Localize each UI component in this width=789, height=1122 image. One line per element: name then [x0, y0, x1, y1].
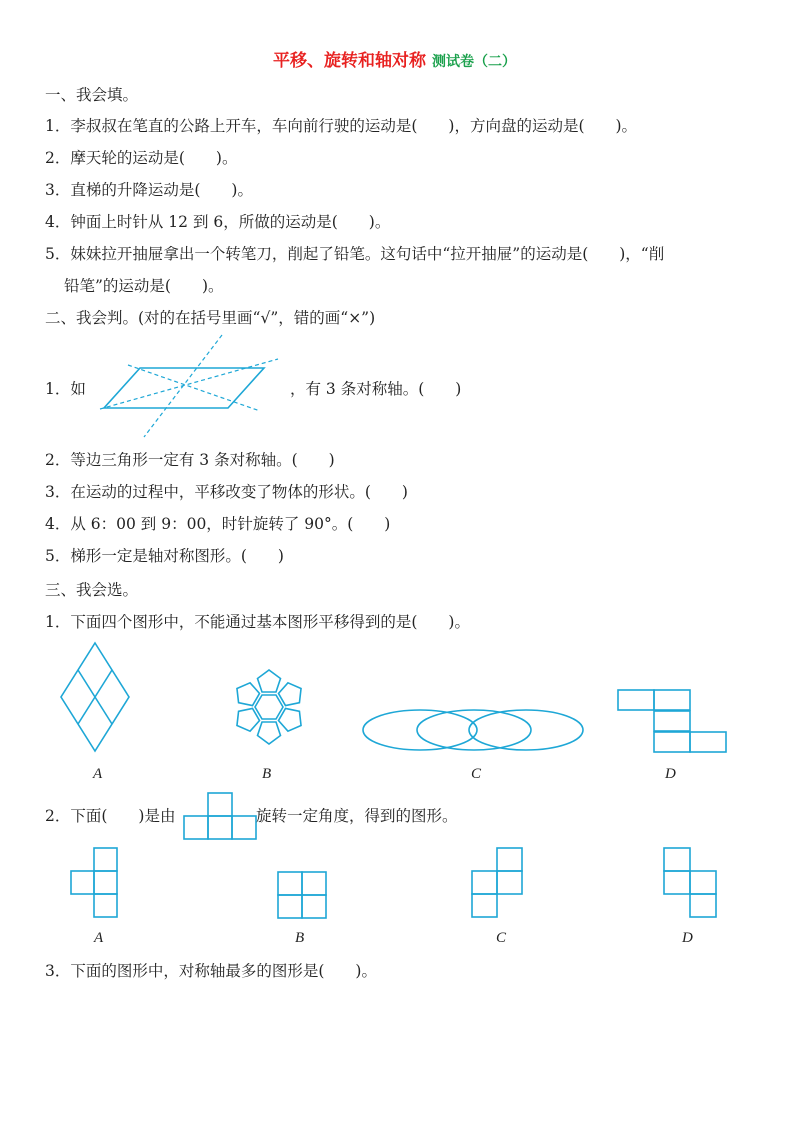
q2-option-d-label: D: [682, 930, 693, 946]
s3-question-2-suffix: 旋转一定角度，得到的图形。: [256, 807, 458, 825]
s2-question-2: 2．等边三角形一定有 3 条对称轴。( ): [45, 451, 335, 469]
q1-option-d-label: D: [665, 766, 676, 782]
s1-question-5-line1: 5．妹妹拉开抽屉拿出一个转笔刀，削起了铅笔。这句话中“拉开抽屉”的运动是( )，“削: [45, 245, 665, 263]
s1-question-2: 2．摩天轮的运动是( )。: [45, 149, 238, 167]
option-c-ellipses-figure: [362, 708, 586, 752]
symmetry-axis-dashed-2: [100, 359, 278, 409]
parallelogram-shape: [104, 368, 264, 408]
s1-question-3: 3．直梯的升降运动是( )。: [45, 181, 253, 199]
page-title: [0, 46, 789, 71]
q2-option-b-figure: [277, 871, 329, 921]
q1-option-b-label: B: [262, 766, 272, 782]
parallelogram-figure: [100, 335, 285, 440]
symmetry-axis-dashed-3: [128, 365, 260, 411]
section1-heading: 一、我会填。: [45, 86, 139, 104]
s3-question-2-prefix: 2．下面( )是由: [45, 807, 176, 825]
q2-option-a-figure: [70, 847, 120, 921]
q2-option-b-label: B: [295, 930, 305, 946]
title-main: 平移、旋转和轴对称: [273, 51, 426, 71]
q1-option-c-label: C: [471, 766, 482, 782]
q2-option-a-label: A: [94, 930, 104, 946]
s2-question-4: 4．从 6：00 到 9：00，时针旋转了 90°。( ): [45, 515, 391, 533]
q1-option-a-label: A: [93, 766, 103, 782]
base-shape-figure: [183, 792, 257, 840]
q2-option-c-figure: [471, 847, 525, 921]
option-b-flower-figure: [227, 660, 311, 754]
option-a-rhombus-figure: [60, 642, 132, 754]
s2-question-3: 3．在运动的过程中，平移改变了物体的形状。( ): [45, 483, 408, 501]
s3-question-3: 3．下面的图形中，对称轴最多的图形是( )。: [45, 962, 377, 980]
s1-question-1: 1．李叔叔在笔直的公路上开车，车向前行驶的运动是( )，方向盘的运动是( )。: [45, 117, 638, 135]
title-sub: 测试卷（二）: [432, 54, 516, 70]
q2-option-d-figure: [663, 847, 719, 921]
s1-question-4: 4．钟面上时针从 12 到 6，所做的运动是( )。: [45, 213, 391, 231]
section3-heading: 三、我会选。: [45, 581, 139, 599]
q2-option-c-label: C: [496, 930, 507, 946]
option-d-rectangles-figure: [616, 688, 728, 754]
section2-heading: 二、我会判。(对的在括号里画“√”，错的画“×”): [45, 309, 376, 327]
s3-question-1: 1．下面四个图形中，不能通过基本图形平移得到的是( )。: [45, 613, 470, 631]
s2-question-5: 5．梯形一定是轴对称图形。( ): [45, 547, 284, 565]
s2-question-1-prefix: 1．如: [45, 380, 86, 398]
s2-question-1-suffix: ，有 3 条对称轴。( ): [290, 380, 462, 398]
s1-question-5-line2: 铅笔”的运动是( )。: [64, 277, 224, 295]
